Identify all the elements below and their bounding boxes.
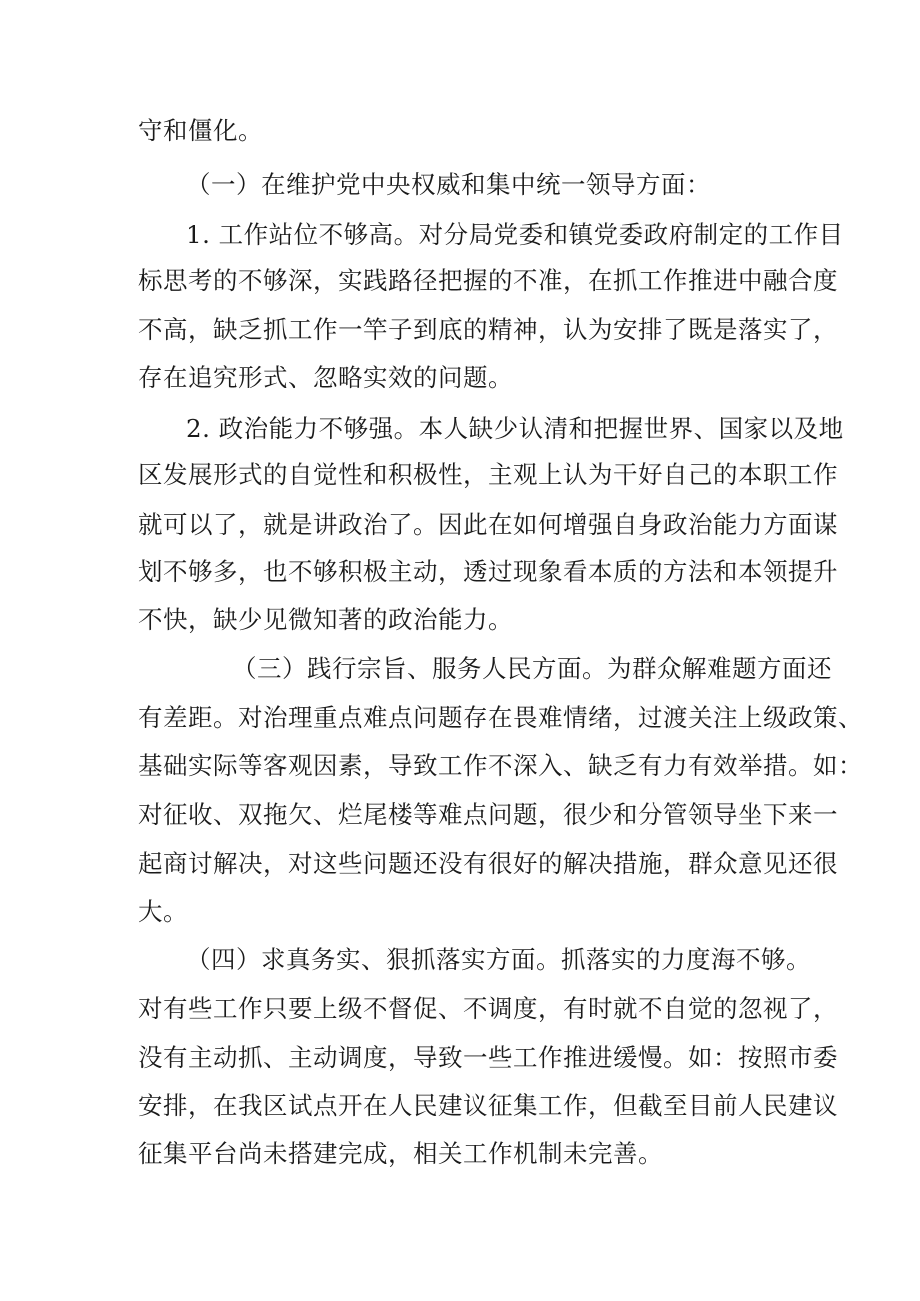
paragraph-line: 守和僵化。 (138, 116, 263, 145)
paragraph-line: 2. 政治能力不够强。本人缺少认清和把握世界、国家以及地 (186, 414, 844, 443)
paragraph-line: 安排，在我区试点开在人民建议征集工作，但截至目前人民建议 (138, 1091, 838, 1120)
paragraph-line: 存在追究形式、忽略实效的问题。 (138, 363, 513, 392)
paragraph-line: 有差距。对治理重点难点问题存在畏难情绪，过渡关注上级政策、 (138, 703, 863, 732)
paragraph-line: 起商讨解决，对这些问题还没有很好的解决措施，群众意见还很 (138, 849, 838, 878)
paragraph-line: 就可以了，就是讲政治了。因此在如何增强自身政治能力方面谋 (138, 510, 838, 539)
section-heading: （三）践行宗旨、服务人民方面。为群众解难题方面还 (232, 654, 832, 683)
paragraph-line: 标思考的不够深，实践路径把握的不准，在抓工作推进中融合度 (138, 266, 838, 295)
paragraph-line: 1. 工作站位不够高。对分局党委和镇党委政府制定的工作目 (186, 220, 844, 249)
section-heading: （四）求真务实、狠抓落实方面。抓落实的力度海不够。 (186, 945, 811, 974)
paragraph-line: 征集平台尚未搭建完成，相关工作机制未完善。 (138, 1139, 663, 1168)
paragraph-line: 大。 (138, 897, 188, 926)
paragraph-line: 区发展形式的自觉性和积极性，主观上认为干好自己的本职工作 (138, 460, 838, 489)
paragraph-line: 对征收、双拖欠、烂尾楼等难点问题，很少和分管领导坐下来一 (138, 800, 838, 829)
paragraph-line: 划不够多，也不够积极主动，透过现象看本质的方法和本领提升 (138, 557, 838, 586)
paragraph-line: 没有主动抓、主动调度，导致一些工作推进缓慢。如：按照市委 (138, 1043, 838, 1072)
paragraph-line: 不快，缺少见微知著的政治能力。 (138, 605, 513, 634)
paragraph-line: 对有些工作只要上级不督促、不调度，有时就不自觉的忽视了， (138, 994, 838, 1023)
paragraph-line: 基础实际等客观因素，导致工作不深入、缺乏有力有效举措。如： (138, 751, 863, 780)
section-heading: （一）在维护党中央权威和集中统一领导方面： (186, 170, 711, 199)
paragraph-line: 不高，缺乏抓工作一竿子到底的精神，认为安排了既是落实了， (138, 315, 838, 344)
